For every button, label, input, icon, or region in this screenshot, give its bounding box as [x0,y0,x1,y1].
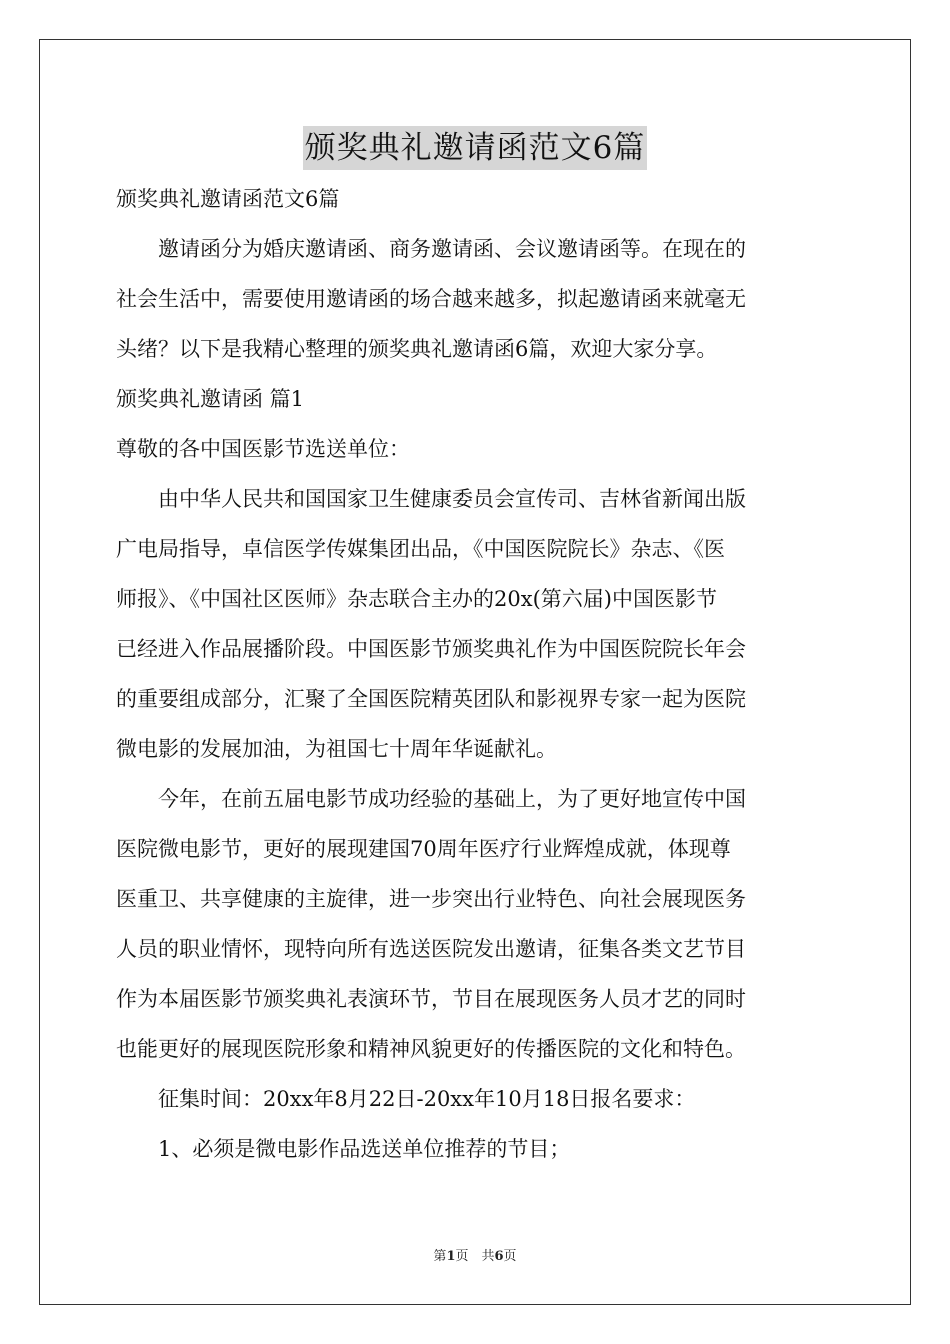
document-subtitle: 颁奖典礼邀请函范文6篇 [116,187,340,211]
paragraph-line: 也能更好的展现医院形象和精神风貌更好的传播医院的文化和特色。 [116,1037,746,1061]
title-wrap [0,126,950,170]
paragraph-line: 邀请函分为婚庆邀请函、商务邀请函、会议邀请函等。在现在的 [158,237,746,261]
document-body [116,183,836,1183]
document-title: 颁奖典礼邀请函范文6篇 [303,126,648,170]
body-paragraph-2 [116,783,836,1083]
paragraph-line: 人员的职业情怀，现特向所有选送医院发出邀请，征集各类文艺节目 [116,937,746,961]
paragraph-line: 师报》、《中国社区医师》杂志联合主办的20x(第六届)中国医影节 [116,587,717,611]
footer-page-current: 1 [446,1249,456,1264]
page-footer [0,1245,950,1264]
collection-time: 征集时间：20xx年8月22日-20xx年10月18日报名要求： [158,1087,696,1111]
paragraph-line: 医重卫、共享健康的主旋律，进一步突出行业特色、向社会展现医务 [116,887,746,911]
paragraph-line: 医院微电影节，更好的展现建国70周年医疗行业辉煌成就，体现尊 [116,837,731,861]
salutation: 尊敬的各中国医影节选送单位： [116,437,410,461]
intro-paragraph [116,233,836,383]
paragraph-line: 微电影的发展加油，为祖国七十周年华诞献礼。 [116,737,557,761]
requirement-item: 1、必须是微电影作品选送单位推荐的节目； [158,1137,571,1161]
footer-page-total: 6 [494,1249,504,1264]
section-heading: 颁奖典礼邀请函 篇1 [116,387,305,411]
paragraph-line: 社会生活中，需要使用邀请函的场合越来越多，拟起邀请函来就毫无 [116,287,746,311]
footer-page-mid: 页 共 [455,1249,495,1264]
footer-page-suffix: 页 [503,1249,517,1264]
paragraph-line: 作为本届医影节颁奖典礼表演环节，节目在展现医务人员才艺的同时 [116,987,746,1011]
footer-page-prefix: 第 [433,1249,447,1264]
paragraph-line: 今年，在前五届电影节成功经验的基础上，为了更好地宣传中国 [158,787,746,811]
paragraph-line: 的重要组成部分，汇聚了全国医院精英团队和影视界专家一起为医院 [116,687,746,711]
body-paragraph-1 [116,483,836,783]
paragraph-line: 由中华人民共和国国家卫生健康委员会宣传司、吉林省新闻出版 [158,487,746,511]
paragraph-line: 广电局指导，卓信医学传媒集团出品，《中国医院院长》杂志、《医 [116,537,725,561]
paragraph-line: 已经进入作品展播阶段。中国医影节颁奖典礼作为中国医院院长年会 [116,637,746,661]
paragraph-line: 头绪？以下是我精心整理的颁奖典礼邀请函6篇，欢迎大家分享。 [116,337,718,361]
